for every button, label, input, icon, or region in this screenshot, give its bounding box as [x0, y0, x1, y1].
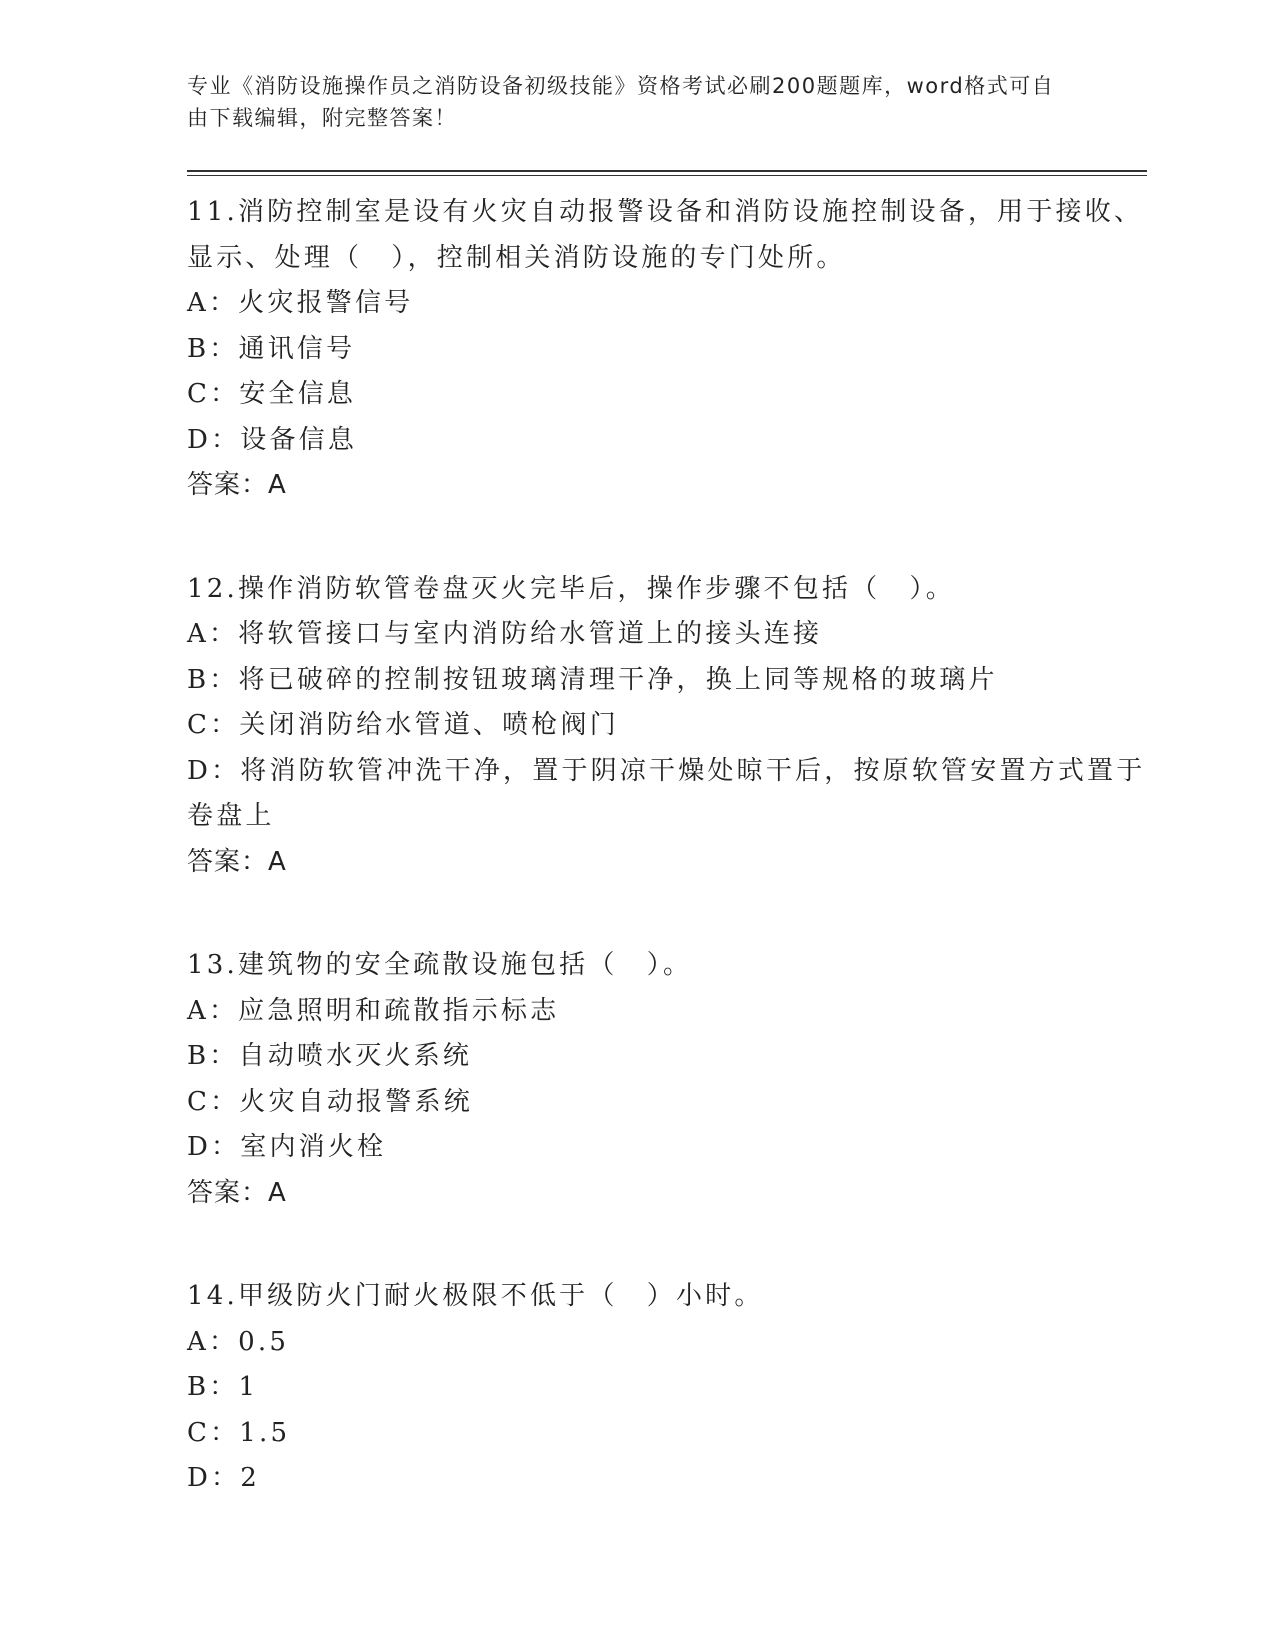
option-a: A：0.5 [187, 1326, 290, 1357]
question-stem: 14.甲级防火门耐火极限不低于（ ）小时。 [187, 1281, 764, 1311]
answer-line: 答案：A [187, 1177, 287, 1208]
question-stem: 13.建筑物的安全疏散设施包括（ ）。 [187, 950, 693, 980]
option-d: D：2 [187, 1463, 260, 1493]
option-b: B：通讯信号 [187, 333, 356, 364]
option-b: B：1 [187, 1372, 259, 1402]
answer-line: 答案：A [187, 470, 287, 500]
document-page [187, 70, 1147, 1502]
option-c: C：1.5 [187, 1417, 291, 1448]
option-b: B：自动喷水灭火系统 [187, 1041, 473, 1071]
option-d: D：室内消火栓 [187, 1132, 387, 1162]
question-11 [187, 190, 1147, 509]
option-a: A：应急照明和疏散指示标志 [187, 995, 560, 1026]
option-a: A：火灾报警信号 [187, 288, 414, 318]
question-12 [187, 567, 1147, 886]
option-c: C：火灾自动报警系统 [187, 1086, 473, 1117]
document-header: 专业《消防设施操作员之消防设备初级技能》资格考试必刷200题题库，word格式可自由下载编辑，附完整答案！ [187, 74, 1055, 130]
option-a: A：将软管接口与室内消防给水管道上的接头连接 [187, 619, 823, 649]
question-14 [187, 1274, 1147, 1502]
option-b: B：将已破碎的控制按钮玻璃清理干净，换上同等规格的玻璃片 [187, 664, 998, 695]
option-c: C：关闭消防给水管道、喷枪阀门 [187, 710, 619, 740]
question-stem: 11.消防控制室是设有火灾自动报警设备和消防设施控制设备，用于接收、显示、处理（ ），控制相关消防设施的专门处所。 [187, 197, 1144, 273]
question-stem: 12.操作消防软管卷盘灭火完毕后，操作步骤不包括（ ）。 [187, 573, 955, 604]
answer-line: 答案：A [187, 846, 287, 877]
option-d: D：将消防软管冲洗干净，置于阴凉干燥处晾干后，按原软管安置方式置于卷盘上 [187, 755, 1146, 831]
option-c: C：安全信息 [187, 379, 357, 409]
header-divider [187, 170, 1147, 176]
question-13 [187, 943, 1147, 1216]
option-d: D：设备信息 [187, 424, 358, 455]
